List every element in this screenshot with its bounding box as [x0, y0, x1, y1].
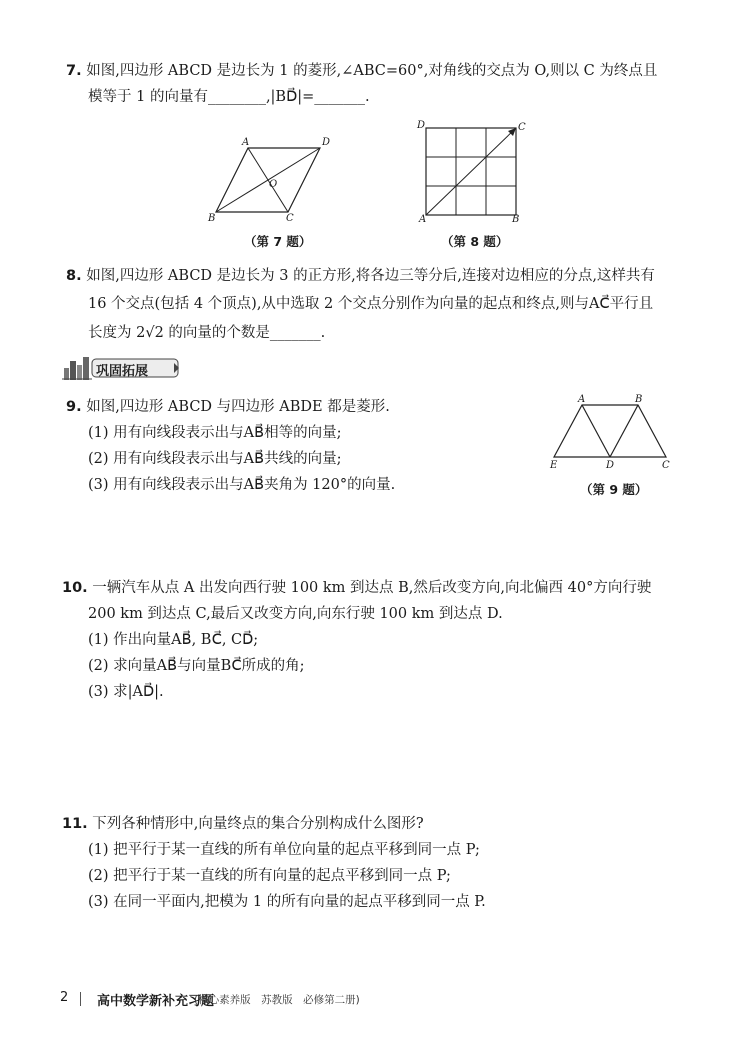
q11-line2: (1) 把平行于某一直线的所有单位向量的起点平移到同一点 P; — [88, 842, 480, 858]
q9-line4: (3) 用有向线段表示出与AB⃗夹角为 120°的向量. — [88, 477, 396, 493]
q11-text-1: 下列各种情形中,向量终点的集合分别构成什么图形? — [92, 816, 424, 832]
fig7-label-d: D — [322, 137, 331, 148]
book-edition: (核心素养版 苏教版 必修第二册) — [194, 994, 360, 1006]
figure-9 — [540, 392, 675, 472]
q9-line3: (2) 用有向线段表示出与AB⃗共线的向量; — [88, 451, 342, 467]
q7-line1 — [66, 61, 657, 81]
fig9-label-c: C — [662, 460, 670, 471]
fig8-label-a: A — [419, 214, 427, 225]
q8-number: 8. — [66, 268, 82, 284]
q9-line2: (1) 用有向线段表示出与AB⃗相等的向量; — [88, 425, 342, 441]
q9-figure-caption: （第 9 题） — [580, 482, 648, 497]
q9-number: 9. — [66, 399, 82, 415]
fig7-diagonal-ac — [248, 148, 288, 212]
q8-line1 — [66, 266, 655, 286]
fig9-label-b: B — [635, 394, 643, 405]
building-icon-4 — [83, 357, 89, 380]
q11-number: 11. — [62, 816, 88, 832]
book-title: 高中数学新补充习题 — [97, 994, 215, 1009]
fig8-label-c: C — [518, 122, 526, 133]
q8-line2: 16 个交点(包括 4 个顶点),从中选取 2 个交点分别作为向量的起点和终点,则与AC⃗平行且 — [88, 296, 654, 312]
q10-line5: (3) 求|AD⃗|. — [88, 684, 164, 700]
fig8-diagonal-ac — [426, 128, 516, 215]
q7-line2: 模等于 1 的向量有________,|BD⃗|=_______. — [88, 89, 370, 105]
q9-text-1: 如图,四边形 ABCD 与四边形 ABDE 都是菱形. — [86, 399, 390, 415]
q8-text-1: 如图,四边形 ABCD 是边长为 3 的正方形,将各边三等分后,连接对边相应的分点,这样共有 — [86, 268, 655, 284]
q9-line1 — [66, 397, 390, 417]
building-icon-1 — [64, 368, 69, 380]
fig7-label-b: B — [208, 213, 216, 224]
fig9-label-e: E — [550, 460, 558, 471]
q10-number: 10. — [62, 580, 88, 596]
q10-line4: (2) 求向量AB⃗与向量BC⃗所成的角; — [88, 658, 305, 674]
section-title: 巩固拓展 — [96, 364, 149, 379]
fig9-label-d: D — [606, 460, 615, 471]
fig8-label-b: B — [512, 214, 520, 225]
q10-line1 — [62, 578, 651, 598]
q10-line3: (1) 作出向量AB⃗, BC⃗, CD⃗; — [88, 632, 259, 648]
q11-line4: (3) 在同一平面内,把模为 1 的所有向量的起点平移到同一点 P. — [88, 894, 486, 910]
q11-line1 — [62, 814, 424, 834]
page-number: 2 — [60, 990, 69, 1005]
q10-line2: 200 km 到达点 C,最后又改变方向,向东行驶 100 km 到达点 D. — [88, 606, 503, 622]
q7-text-1: 如图,四边形 ABCD 是边长为 1 的菱形,∠ABC=60°,对角线的交点为 O,则以 C 为终点且 — [86, 63, 658, 79]
q7-number: 7. — [66, 63, 82, 79]
q8-figure-caption: （第 8 题） — [441, 234, 509, 249]
fig8-label-d: D — [417, 120, 426, 131]
building-icon-3 — [77, 365, 82, 380]
q7-figure-caption: （第 7 题） — [244, 234, 312, 249]
footer-separator — [80, 992, 81, 1006]
fig7-label-a: A — [242, 137, 250, 148]
fig7-label-o: O — [269, 179, 278, 190]
figure-8 — [414, 118, 524, 224]
fig7-label-c: C — [286, 213, 294, 224]
q8-line3: 长度为 2√2 的向量的个数是_______. — [88, 325, 326, 341]
figure-7 — [200, 135, 340, 225]
fig9-segment-bd — [610, 405, 638, 457]
building-icon-2 — [70, 361, 76, 380]
fig9-label-a: A — [578, 394, 586, 405]
q11-line3: (2) 把平行于某一直线的所有向量的起点平移到同一点 P; — [88, 868, 451, 884]
q10-text-1: 一辆汽车从点 A 出发向西行驶 100 km 到达点 B,然后改变方向,向北偏西 40°方向行驶 — [92, 580, 652, 596]
fig9-segment-ad — [582, 405, 610, 457]
fig9-trapezoid — [554, 405, 666, 457]
